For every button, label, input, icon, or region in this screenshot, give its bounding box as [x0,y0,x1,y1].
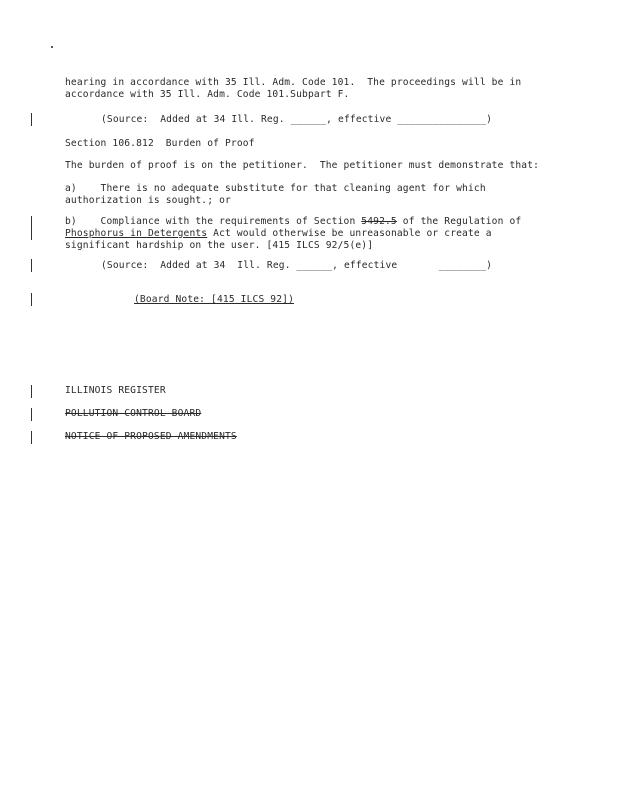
revision-bar [31,293,32,306]
item-b-line-2 [65,228,492,240]
source-note-1: (Source: Added at 34 Ill. Reg. ______, effective _______________) [101,114,493,125]
board-note: (Board Note: [415 ILCS 92]) [134,294,294,305]
revision-bar [31,408,32,421]
item-b-text-end: of the Regulation of [396,216,522,227]
item-b-line-1 [65,216,521,228]
underlined-act-name: Phosphorus in Detergents [65,228,208,239]
text-line-accordance: accordance with 35 Ill. Adm. Code 101.Subpart F. [65,89,350,100]
revision-bar [31,385,32,398]
burden-of-proof-text: The burden of proof is on the petitioner. The petitioner must demonstrate that: [65,160,540,171]
item-b-line-2-rest: Act would otherwise be unreasonable or create a [207,228,492,239]
header-notice-of-proposed-amendments: NOTICE OF PROPOSED AMENDMENTS [65,431,237,442]
struck-section-number: 5492.5 [361,216,397,227]
revision-bar [31,259,32,272]
item-a-line-1: a) There is no adequate substitute for that cleaning agent for which [65,183,486,194]
item-a-line-2: authorization is sought.; or [65,195,231,206]
item-b-text-start: b) Compliance with the requirements of Section [65,216,362,227]
revision-bar [31,227,32,240]
source-note-2: (Source: Added at 34 Ill. Reg. ______, effective ________) [101,260,493,271]
header-pollution-control-board: POLLUTION CONTROL BOARD [65,408,202,419]
item-b-line-3: significant hardship on the user. [415 ILCS 92/5(e)] [65,240,374,251]
revision-bar [31,113,32,126]
text-line-hearing: hearing in accordance with 35 Ill. Adm. Code 101. The proceedings will be in [65,77,522,88]
page-speck [51,46,53,48]
section-heading: Section 106.812 Burden of Proof [65,138,255,149]
header-illinois-register: ILLINOIS REGISTER [65,385,166,396]
revision-bar [31,431,32,444]
